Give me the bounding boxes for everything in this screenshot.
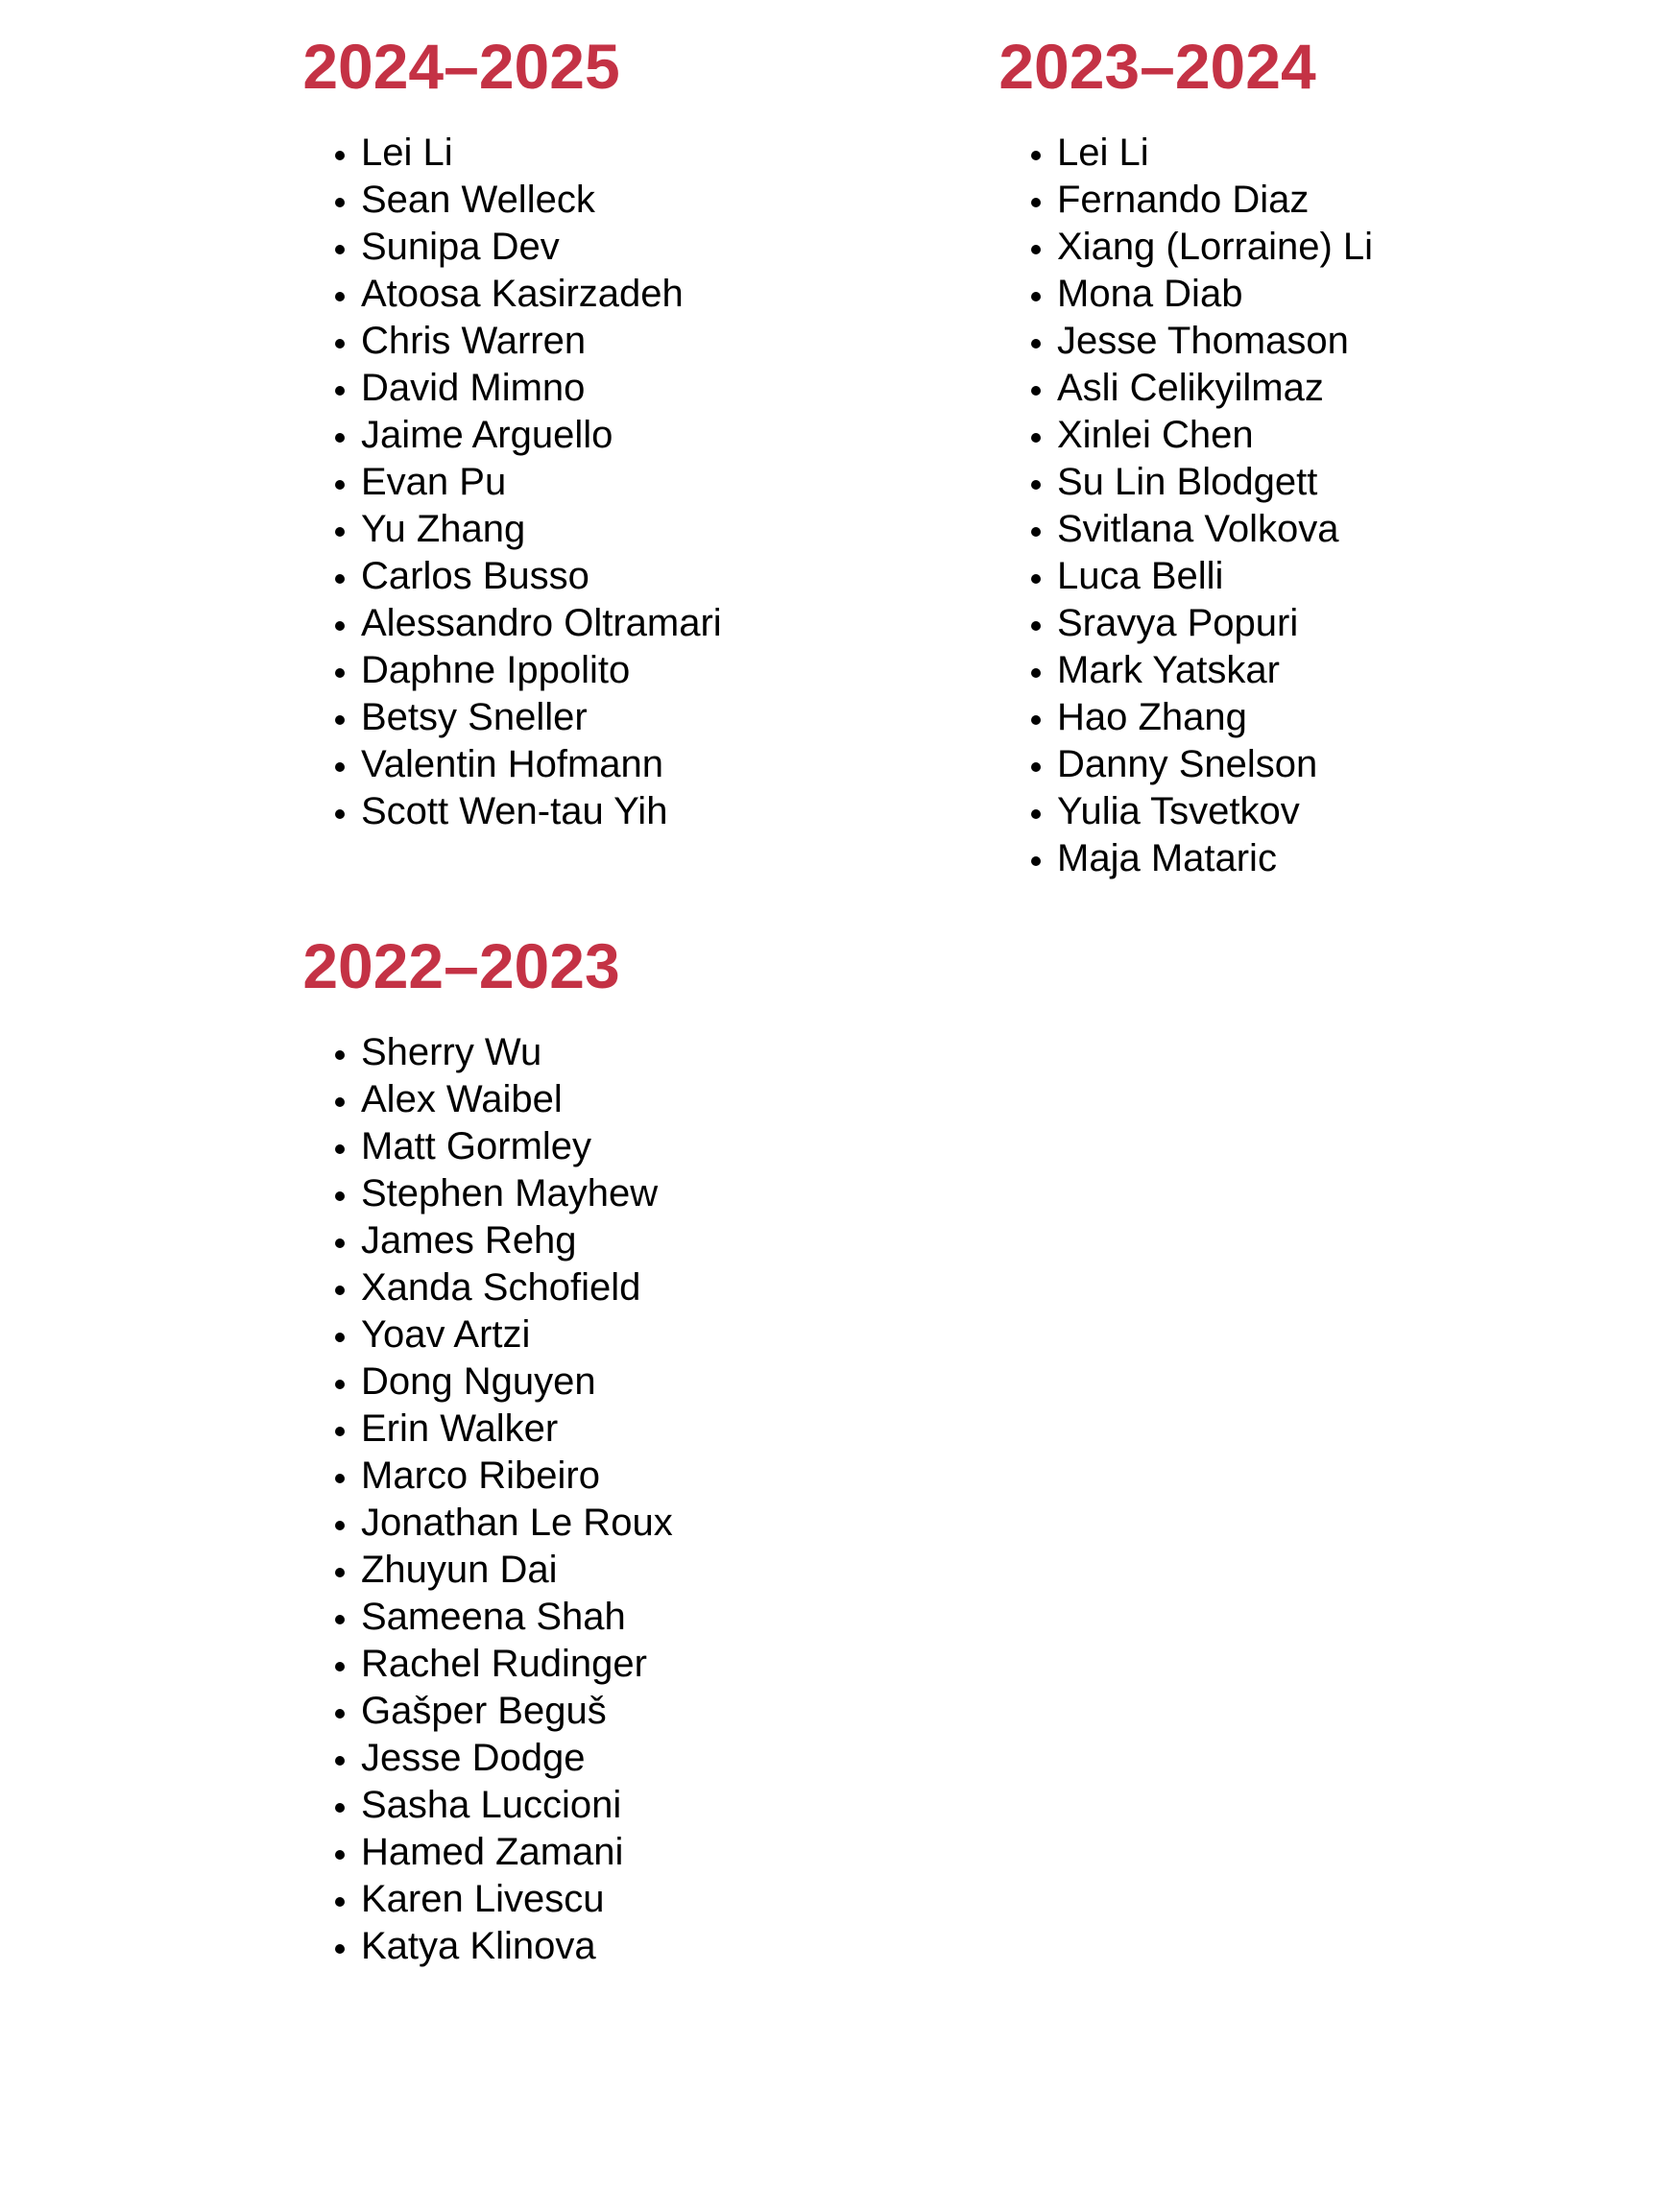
member-list-item: Atoosa Kasirzadeh — [361, 271, 809, 318]
section-2023-2024 — [809, 31, 1505, 882]
year-heading-2022-2023: 2022–2023 — [302, 930, 620, 1001]
member-list-item: Jaime Arguello — [361, 412, 809, 459]
member-list-item: Jesse Thomason — [1057, 318, 1505, 365]
member-list-item: Xinlei Chen — [1057, 412, 1505, 459]
member-list-item: Katya Klinova — [361, 1923, 809, 1970]
member-list-item: Mark Yatskar — [1057, 647, 1505, 694]
member-list-item: Sunipa Dev — [361, 224, 809, 271]
member-list-item: James Rehg — [361, 1217, 809, 1264]
member-list-item: Luca Belli — [1057, 553, 1505, 600]
year-heading-2023-2024: 2023–2024 — [998, 31, 1316, 102]
member-list-item: Mona Diab — [1057, 271, 1505, 318]
member-list-2024-2025 — [113, 130, 809, 835]
member-list-item: Hao Zhang — [1057, 694, 1505, 741]
member-list-item: Karen Livescu — [361, 1876, 809, 1923]
member-list-item: Su Lin Blodgett — [1057, 459, 1505, 506]
member-list-item: Lei Li — [361, 130, 809, 177]
member-list-item: Yulia Tsvetkov — [1057, 788, 1505, 835]
member-list-item: Stephen Mayhew — [361, 1170, 809, 1217]
member-list-item: Yu Zhang — [361, 506, 809, 553]
member-list-item: Valentin Hofmann — [361, 741, 809, 788]
member-list-item: Erin Walker — [361, 1406, 809, 1453]
member-list-item: Zhuyun Dai — [361, 1547, 809, 1594]
member-list-item: Danny Snelson — [1057, 741, 1505, 788]
member-list-item: Xanda Schofield — [361, 1264, 809, 1311]
member-list-item: Alessandro Oltramari — [361, 600, 809, 647]
member-list-item: David Mimno — [361, 365, 809, 412]
member-list-item: Carlos Busso — [361, 553, 809, 600]
member-list-item: Yoav Artzi — [361, 1311, 809, 1358]
member-list-item: Jesse Dodge — [361, 1735, 809, 1782]
member-list-item: Dong Nguyen — [361, 1358, 809, 1406]
member-list-item: Rachel Rudinger — [361, 1641, 809, 1688]
member-list-item: Hamed Zamani — [361, 1829, 809, 1876]
member-list-2023-2024 — [809, 130, 1505, 882]
member-list-item: Sean Welleck — [361, 177, 809, 224]
member-list-item: Fernando Diaz — [1057, 177, 1505, 224]
left-column — [113, 31, 809, 1970]
member-list-item: Jonathan Le Roux — [361, 1500, 809, 1547]
member-list-item: Asli Celikyilmaz — [1057, 365, 1505, 412]
member-list-item: Sherry Wu — [361, 1029, 809, 1076]
section-2022-2023 — [113, 930, 809, 1970]
member-list-item: Svitlana Volkova — [1057, 506, 1505, 553]
member-list-2022-2023 — [113, 1029, 809, 1970]
member-list-item: Sravya Popuri — [1057, 600, 1505, 647]
section-2024-2025 — [113, 31, 809, 835]
year-heading-2024-2025: 2024–2025 — [302, 31, 620, 102]
member-list-item: Lei Li — [1057, 130, 1505, 177]
member-list-item: Daphne Ippolito — [361, 647, 809, 694]
member-list-item: Marco Ribeiro — [361, 1453, 809, 1500]
member-list-item: Alex Waibel — [361, 1076, 809, 1123]
member-list-item: Evan Pu — [361, 459, 809, 506]
member-list-item: Sameena Shah — [361, 1594, 809, 1641]
right-column — [809, 31, 1505, 1970]
member-list-item: Scott Wen-tau Yih — [361, 788, 809, 835]
member-list-item: Maja Mataric — [1057, 835, 1505, 882]
member-list-item: Betsy Sneller — [361, 694, 809, 741]
member-list-item: Chris Warren — [361, 318, 809, 365]
member-list-item: Gašper Beguš — [361, 1688, 809, 1735]
member-list-item: Xiang (Lorraine) Li — [1057, 224, 1505, 271]
member-list-item: Sasha Luccioni — [361, 1782, 809, 1829]
member-list-item: Matt Gormley — [361, 1123, 809, 1170]
